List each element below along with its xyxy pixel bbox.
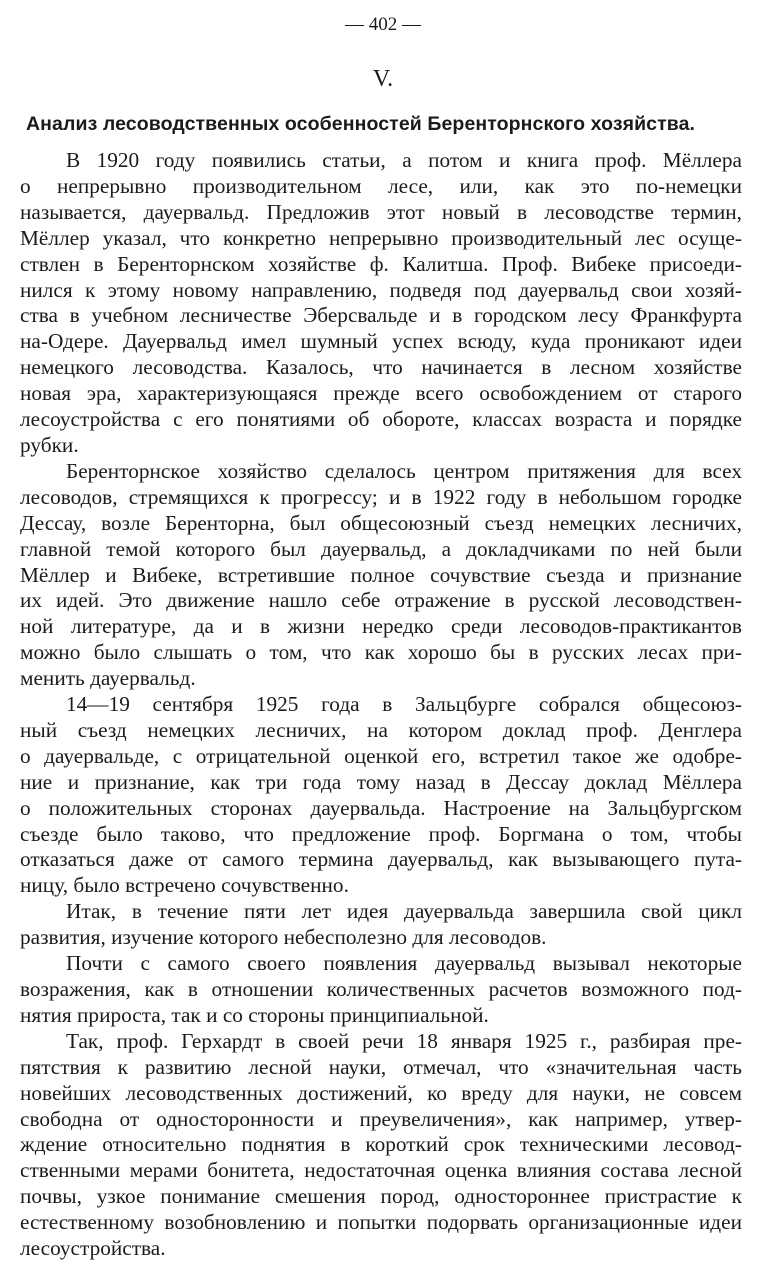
text-line: менить дауервальд. — [20, 666, 196, 691]
text-line: Мёллер указал, что конкретно непрерывно производительный лес осуще- — [20, 225, 742, 250]
text-line: Почти с самого своего появления дауервальд вызывал некоторые — [66, 951, 742, 976]
text-line: о дауервальде, с отрицательной оценкой его, встретил такое же одобре- — [20, 743, 742, 768]
paragraph — [20, 692, 742, 899]
text-line: их идей. Это движение нашло себе отражение в русской лесоводствен- — [20, 588, 742, 613]
paragraph — [20, 459, 742, 692]
text-line: о положительных сторонах дауервальда. Настроение на Зальцбургском — [20, 795, 742, 820]
text-line: о непрерывно производительном лесе, или, как это по-немецки — [20, 173, 742, 198]
text-line: пятствия к развитию лесной науки, отмечал, что «значительная часть — [20, 1054, 742, 1079]
text-line: нился к этому новому направлению, подведя под дауервальд свои хозяй- — [20, 277, 742, 302]
text-line: Мёллер и Вибеке, встретившие полное сочувствие съезда и признание — [20, 562, 742, 587]
text-line: развития, изучение которого небесполезно для лесоводов. — [20, 925, 547, 950]
paragraph — [20, 899, 742, 951]
paragraph — [20, 148, 742, 459]
text-line: Так, проф. Герхардт в своей речи 18 января 1925 г., разбирая пре- — [66, 1028, 742, 1053]
paragraph — [20, 1029, 742, 1262]
body-text — [20, 148, 742, 1262]
text-line: называется, дауервальд. Предложив этот новый в лесоводстве термин, — [20, 199, 742, 224]
section-title: Анализ лесоводственных особенностей Беренторнского хозяйства. — [26, 113, 696, 135]
text-line: лесоводов, стремящихся к прогрессу; и в 1922 году в небольшом городке — [20, 484, 742, 509]
text-line: 14—19 сентября 1925 года в Зальцбурге собрался общесоюз- — [66, 692, 742, 717]
text-line: В 1920 году появились статьи, а потом и книга проф. Мёллера — [66, 148, 742, 172]
text-line: рубки. — [20, 432, 79, 457]
page-number: — 402 — — [345, 14, 421, 35]
text-line: новейших лесоводственных достижений, ко вреду для науки, не совсем — [20, 1080, 742, 1105]
text-line: нятия прироста, так и со стороны принципиальной. — [20, 1002, 489, 1027]
text-line: Дессау, возле Беренторна, был общесоюзный съезд немецких лесничих, — [20, 510, 742, 535]
text-line: почвы, узкое понимание смешения пород, одностороннее пристрастие к — [20, 1184, 742, 1209]
text-line: ницу, было встречено сочувственно. — [20, 873, 349, 898]
text-line: ствлен в Беренторнском хозяйстве ф. Калитша. Проф. Вибеке присоеди- — [20, 251, 742, 276]
text-line: ной литературе, да и в жизни нередко среди лесоводов-практикантов — [20, 614, 742, 639]
text-line: на-Одере. Дауервальд имел шумный успех всюду, куда проникают идеи — [20, 329, 742, 354]
text-line: ства в учебном лесничестве Эберсвальде и в городском лесу Франкфурта — [20, 303, 742, 328]
text-line: Беренторнское хозяйство сделалось центром притяжения для всех — [66, 458, 742, 483]
text-line: ждение относительно поднятия в короткий срок техническими лесовод- — [20, 1132, 742, 1157]
text-line: ственными мерами бонитета, недостаточная оценка влияния состава лесной — [20, 1158, 742, 1183]
text-line: свободна от односторонности и преувеличения», как например, утвер- — [20, 1106, 742, 1131]
text-line: ный съезд немецких лесничих, на котором доклад проф. Денглера — [20, 717, 742, 742]
text-line: можно было слышать о том, что как хорошо бы в русских лесах при- — [20, 640, 742, 665]
text-line: ние и признание, как три года тому назад в Дессау доклад Мёллера — [20, 769, 742, 794]
text-line: немецкого лесоводства. Казалось, что начинается в лесном хозяйстве — [20, 355, 742, 380]
text-line: естественному возобновлению и попытки подорвать организационные идеи — [20, 1210, 742, 1235]
text-line: лесоустройства. — [20, 1236, 166, 1261]
text-line: Итак, в течение пяти лет идея дауервальда завершила свой цикл — [66, 899, 742, 924]
text-line: возражения, как в отношении количественных расчетов возможного под- — [20, 977, 742, 1001]
text-line: главной темой которого был дауервальд, а докладчиками по ней были — [20, 536, 742, 561]
text-line: отказаться даже от самого термина дауервальд, как вызывающего пута- — [20, 847, 742, 872]
text-line: новая эра, характеризующаяся прежде всего освобождением от старого — [20, 381, 742, 406]
paragraph — [20, 951, 742, 1029]
section-number: V. — [372, 66, 394, 92]
text-line: лесоустройства с его понятиями об обороте, классах возраста и порядке — [20, 407, 742, 432]
text-line: съезде было таково, что предложение проф. Боргмана о том, чтобы — [20, 821, 742, 846]
